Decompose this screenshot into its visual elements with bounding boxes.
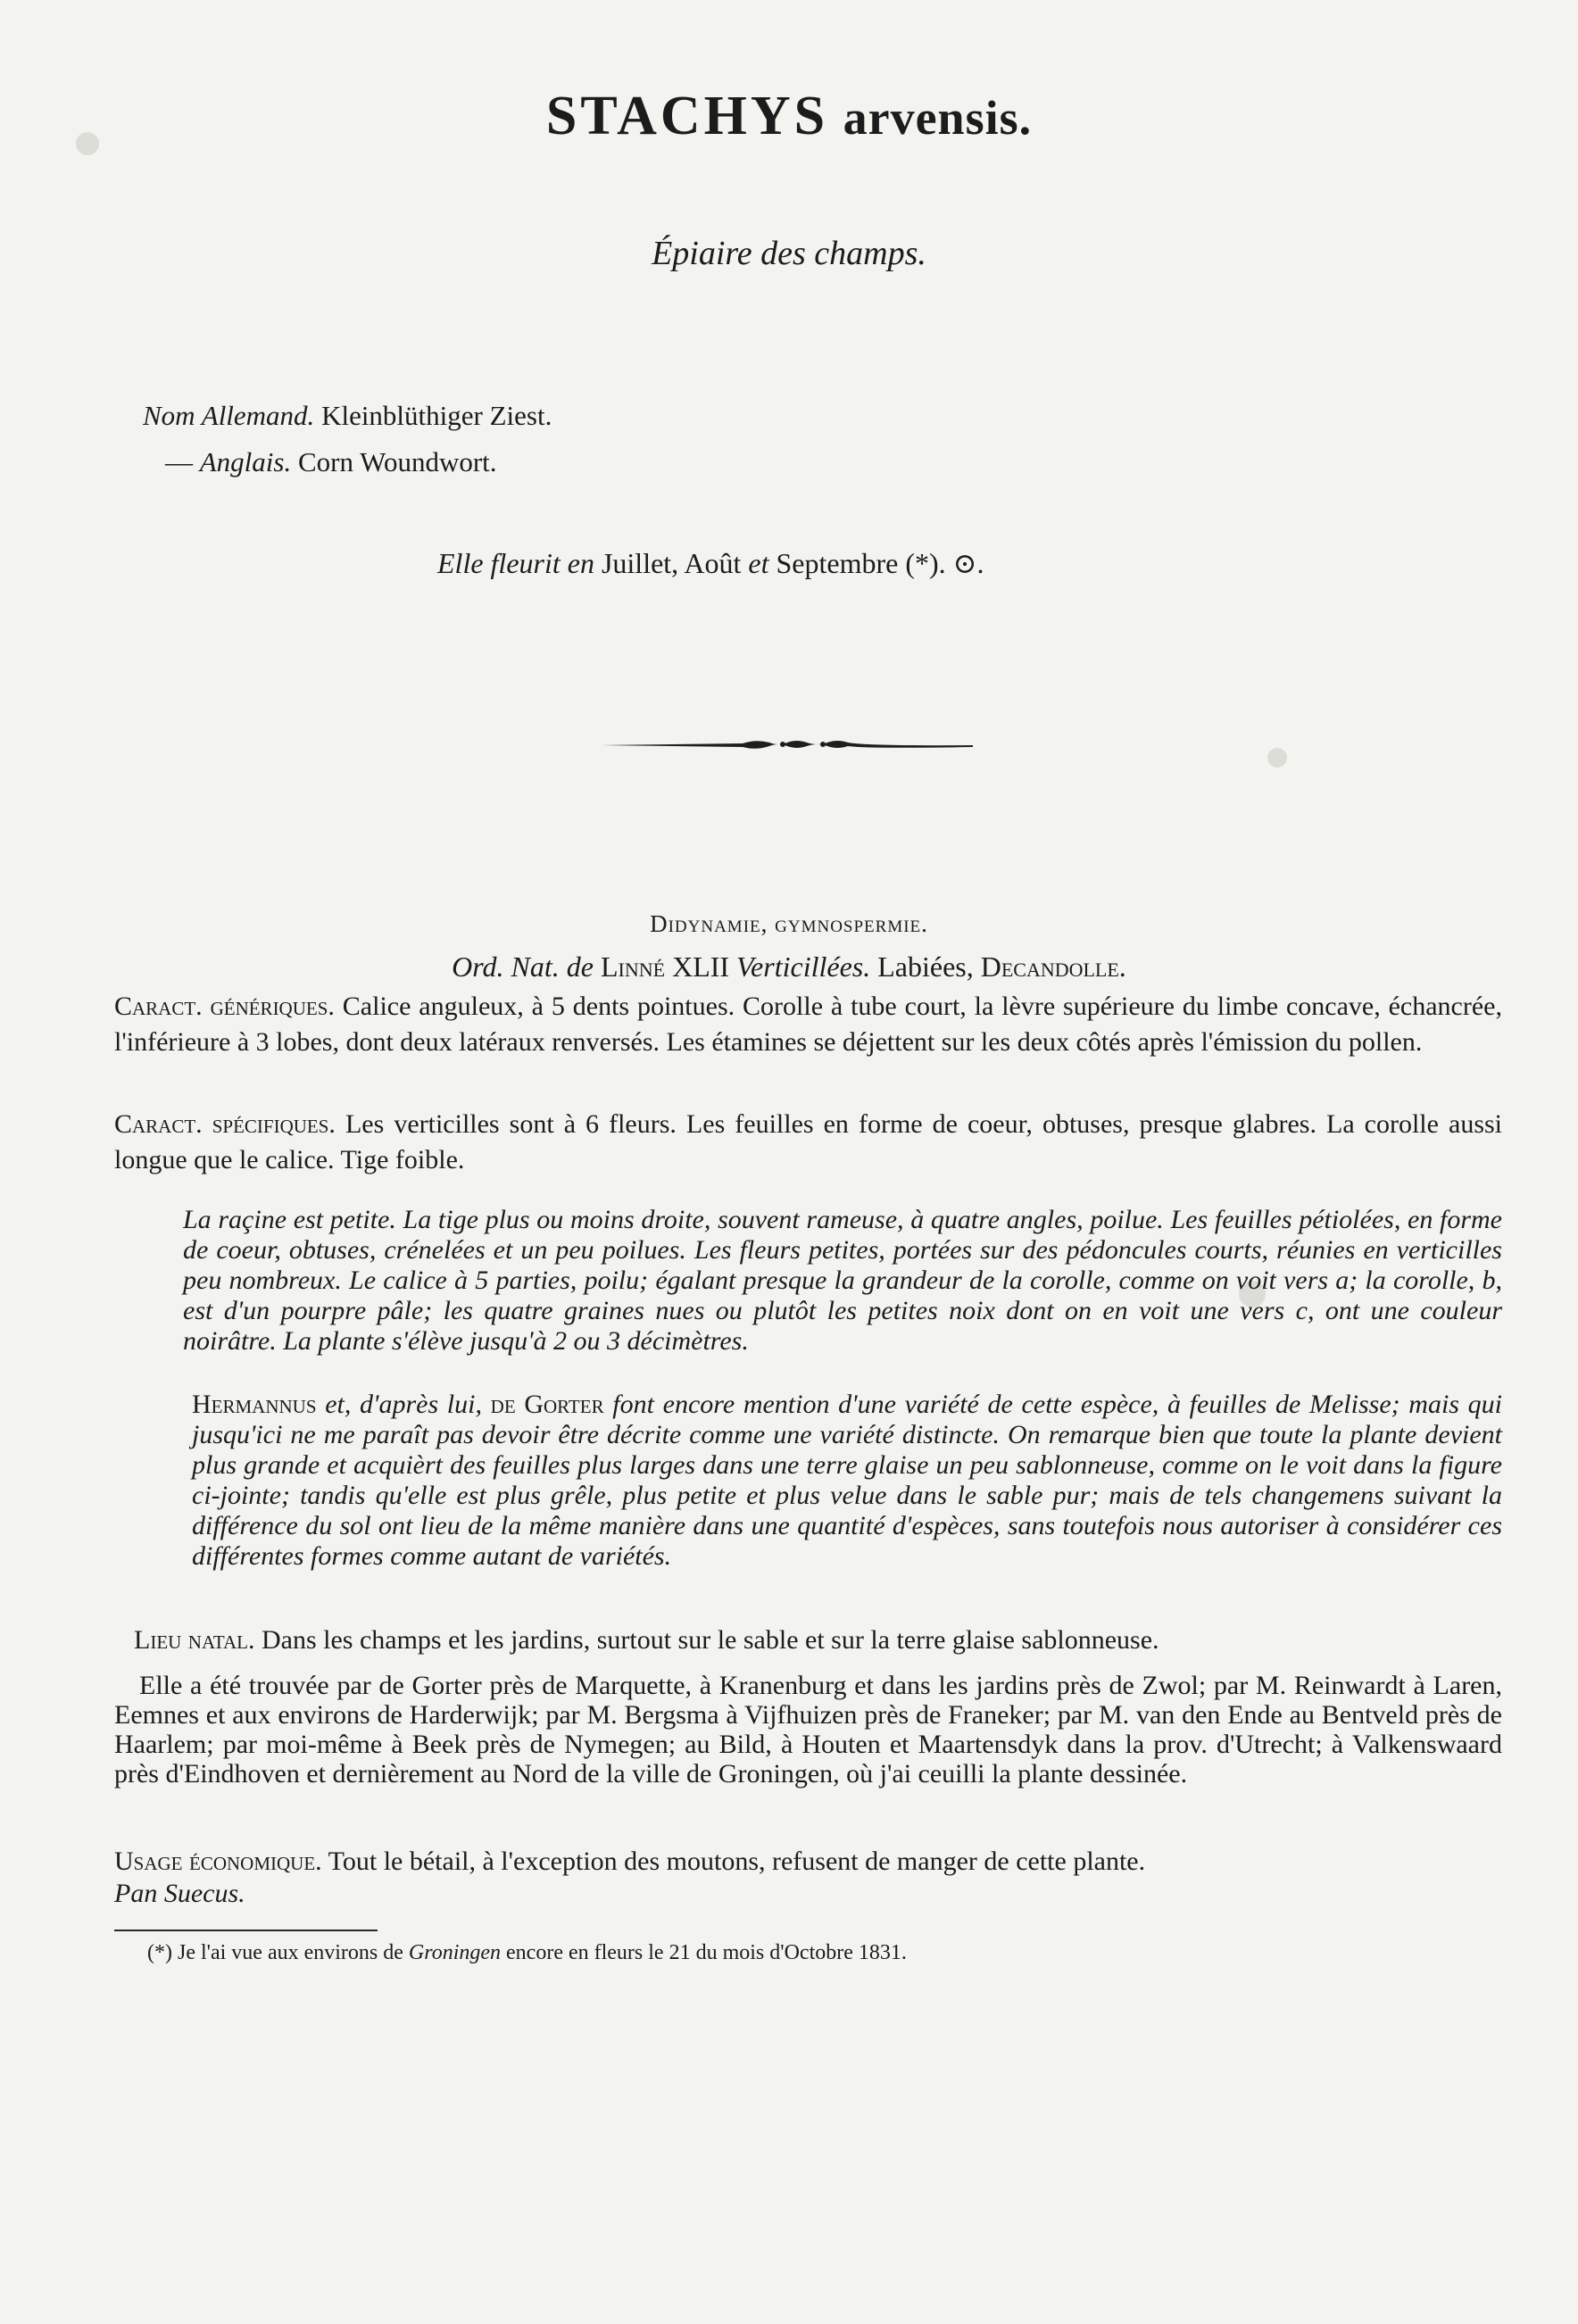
hermannus: Hermannus	[192, 1390, 317, 1419]
specific-characters	[114, 1107, 1502, 1178]
verticillees: Verticillées.	[736, 950, 871, 983]
footnote	[147, 1941, 907, 1965]
decandolle: Decandolle.	[980, 950, 1126, 983]
flowering-last: Septembre (*).	[776, 547, 946, 579]
hermannus-mid: et, d'après lui,	[325, 1390, 482, 1419]
variety-paragraph	[192, 1390, 1502, 1572]
flowering-et: et	[748, 547, 769, 579]
footnote-rule	[114, 1930, 378, 1931]
common-name: Épiaire des champs.	[652, 235, 926, 272]
natural-order	[0, 950, 1578, 984]
title-species: arvensis.	[843, 91, 1033, 145]
dash: —	[165, 446, 193, 477]
flowering-period	[437, 546, 984, 580]
gorter: de Gorter	[490, 1390, 604, 1419]
linne: Linné	[600, 950, 666, 983]
usage-paragraph	[114, 1846, 1502, 1910]
usage-text: Tout le bétail, à l'exception des moutons, refusent de manger de cette plante.	[328, 1847, 1146, 1876]
flowering-months: Juillet, Août	[601, 547, 742, 579]
title-genus: STACHYS	[545, 86, 829, 146]
localities-paragraph: Elle a été trouvée par de Gorter près de Marquette, à Kranenburg et dans les jardins près de Zwol; par M. Reinwardt à Laren, Eemnes et aux environs de Harderwijk; par M. Bergsma à Vijfhuizen près de Franeker; par M. van den Ende au Bentveld près de Haarlem; par moi-même à Beek près de Nymegen; au Bild, à Houten et Maartensdyk dans la prov. d'Utrecht; à Valkenswaard près d'Eindhoven et dernièrement au Nord de la ville de Groningen, où j'ai ceuilli la plante dessinée.	[114, 1671, 1502, 1789]
german-name-row	[143, 393, 552, 439]
habitat-text: Dans les champs et les jardins, surtout sur le sable et sur la terre glaise sablonneuse.	[261, 1625, 1159, 1655]
vernacular-names	[143, 393, 552, 486]
order-number: XLII	[672, 950, 730, 983]
footnote-text-a: (*) Je l'ai vue aux environs de	[147, 1941, 403, 1964]
usage-label: Usage économique.	[114, 1847, 322, 1876]
foxing-spot	[1267, 748, 1287, 768]
page-title	[0, 85, 1578, 148]
german-value: Kleinblüthiger Ziest.	[321, 400, 552, 431]
labiees: Labiées,	[877, 950, 974, 983]
flowering-lead: Elle fleurit en	[437, 547, 594, 579]
german-label: Nom Allemand.	[143, 400, 315, 431]
specific-label: Caract. spécifiques.	[114, 1109, 336, 1139]
usage-source: Pan Suecus.	[114, 1879, 245, 1908]
annual-symbol: ⊙.	[952, 547, 984, 579]
habitat-paragraph	[134, 1623, 1502, 1658]
linnaean-class: Didynamie, gymnospermie.	[650, 910, 928, 937]
generic-text: Calice anguleux, à 5 dents pointues. Corolle à tube court, la lèvre supérieure du limbe concave, échancrée, l'inférieure à 3 lobes, dont deux latéraux renversés. Les étamines se déjettent sur les deux côtés après l'émission du pollen.	[114, 992, 1502, 1057]
footnote-text-b: encore en fleurs le 21 du mois d'Octobre 1831.	[506, 1941, 907, 1964]
variety-text: font encore mention d'une variété de cette espèce, à feuilles de Melisse; mais qui jusqu'ici ne me paraît pas devoir être décrite comme une variété distincte. On remarque bien que toute la plante devient plus grande et acquièrt des feuilles plus larges dans une terre glaise un peu sablonneuse, comme on le voit dans la figure ci-jointe; tandis qu'elle est plus grêle, plus petite et plus velue dans le sable pur; mais de tels changemens suivant la différence du sol ont lieu de la même manière dans une quantité d'espèces, sans toutefois nous autoriser à considérer ces différentes formes comme autant de variétés.	[192, 1390, 1503, 1571]
ornament-divider	[600, 732, 975, 759]
description-paragraph: La raçine est petite. La tige plus ou moins droite, souvent rameuse, à quatre angles, poilue. Les feuilles pétiolées, en forme de coeur, obtuses, crénelées et un peu poilues. Les fleurs petites, portées sur des pédoncules courts, réunies en verticilles peu nombreux. Le calice à 5 parties, poilu; égalant presque la grandeur de la corolle, comme on voit vers a; la corolle, b, est d'un pourpre pâle; les quatre graines nues ou plutôt les petites noix dont on en voit une vers c, ont une couleur noirâtre. La plante s'élève jusqu'à 2 ou 3 décimètres.	[183, 1205, 1502, 1356]
ord-label: Ord. Nat.	[452, 950, 560, 983]
generic-characters	[114, 989, 1502, 1060]
english-label: Anglais.	[199, 446, 292, 477]
specific-text: Les verticilles sont à 6 fleurs. Les feuilles en forme de coeur, obtuses, presque glabres. La corolle aussi longue que le calice. Tige foible.	[114, 1109, 1503, 1174]
ord-de: de	[566, 950, 594, 983]
habitat-label: Lieu natal.	[134, 1625, 255, 1655]
english-name-row	[143, 439, 552, 486]
english-value: Corn Woundwort.	[297, 446, 497, 477]
footnote-place: Groningen	[408, 1941, 502, 1964]
generic-label: Caract. génériques.	[114, 992, 335, 1021]
